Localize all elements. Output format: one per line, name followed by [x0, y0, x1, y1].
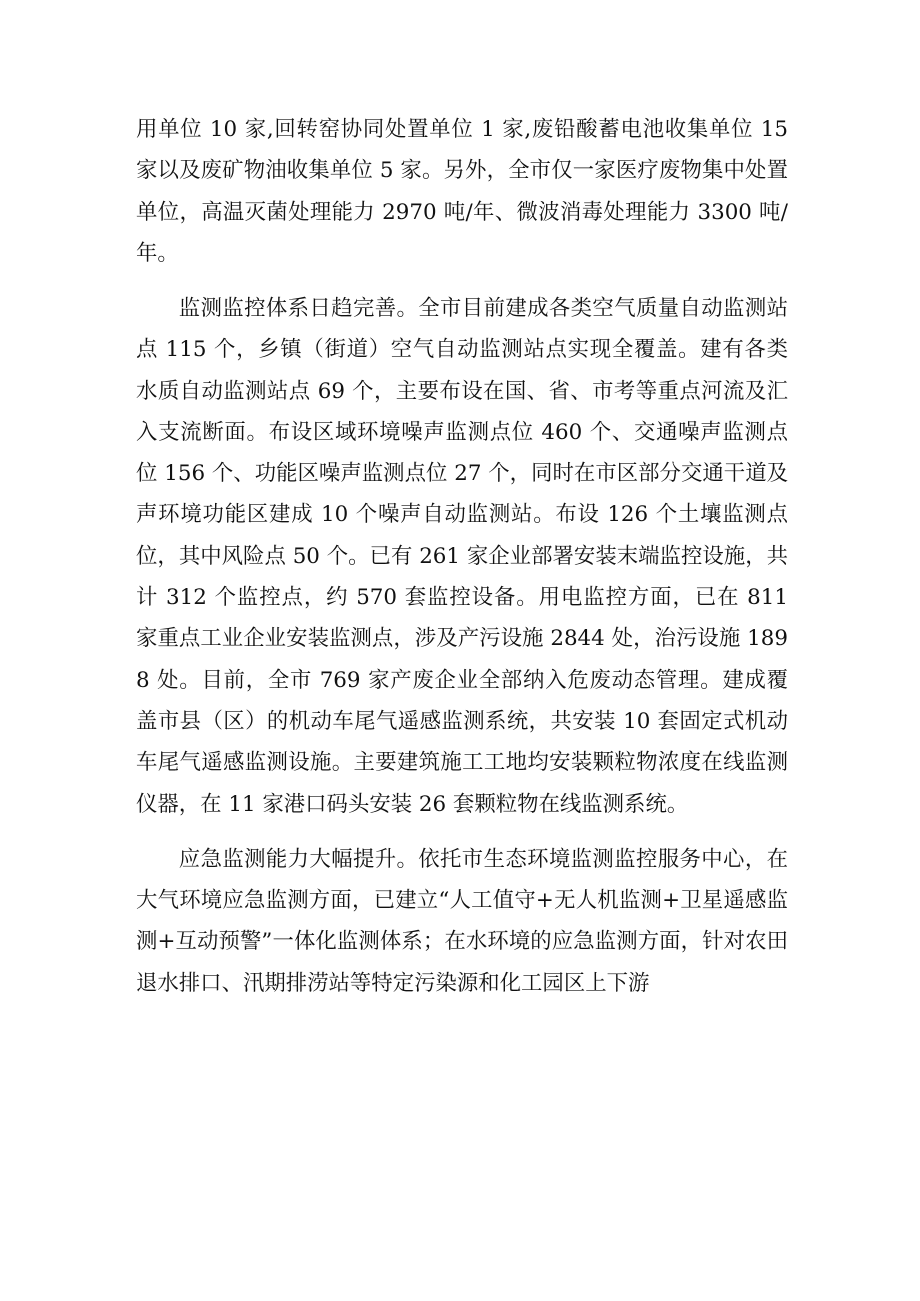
paragraph-emergency-monitoring: 应急监测能力大幅提升。依托市生态环境监测监控服务中心，在大气环境应急监测方面，已建立“人工值守+无人机监测+卫星遥感监测+互动预警”一体化监测体系；在水环境的应急监测方面，针对农田退水排口、汛期排涝站等特定污染源和化工园区上下游 — [136, 846, 788, 996]
document-body — [136, 109, 788, 1018]
paragraph-hazardous-waste-units: 用单位 10 家,回转窑协同处置单位 1 家,废铅酸蓄电池收集单位 15 家以及废矿物油收集单位 5 家。另外，全市仅一家医疗废物集中处置单位，高温灭菌处理能力 2970 吨/年、微波消毒处理能力 3300 吨/年。 — [136, 117, 788, 266]
paragraph-monitoring-system: 监测监控体系日趋完善。全市目前建成各类空气质量自动监测站点 115 个，乡镇（街道）空气自动监测站点实现全覆盖。建有各类水质自动监测站点 69 个，主要布设在国、省、市考等重点河流及汇入支流断面。布设区域环境噪声监测点位 460 个、交通噪声监测点位 156 个、功能区噪声监测点位 27 个，同时在市区部分交通干道及声环境功能区建成 10 个噪声自动监测站。布设 126 个土壤监测点位，其中风险点 50 个。已有 261 家企业部署安装末端监控设施，共计 312 个监控点，约 570 套监控设备。用电监控方面，已在 811 家重点工业企业安装监测点，涉及产污设施 2844 处，治污设施 1898 处。目前，全市 769 家产废企业全部纳入危废动态管理。建成覆盖市县（区）的机动车尾气遥感监测系统，共安装 10 套固定式机动车尾气遥感监测设施。主要建筑施工工地均安装颗粒物浓度在线监测仪器，在 11 家港口码头安装 26 套颗粒物在线监测系统。 — [136, 295, 788, 817]
